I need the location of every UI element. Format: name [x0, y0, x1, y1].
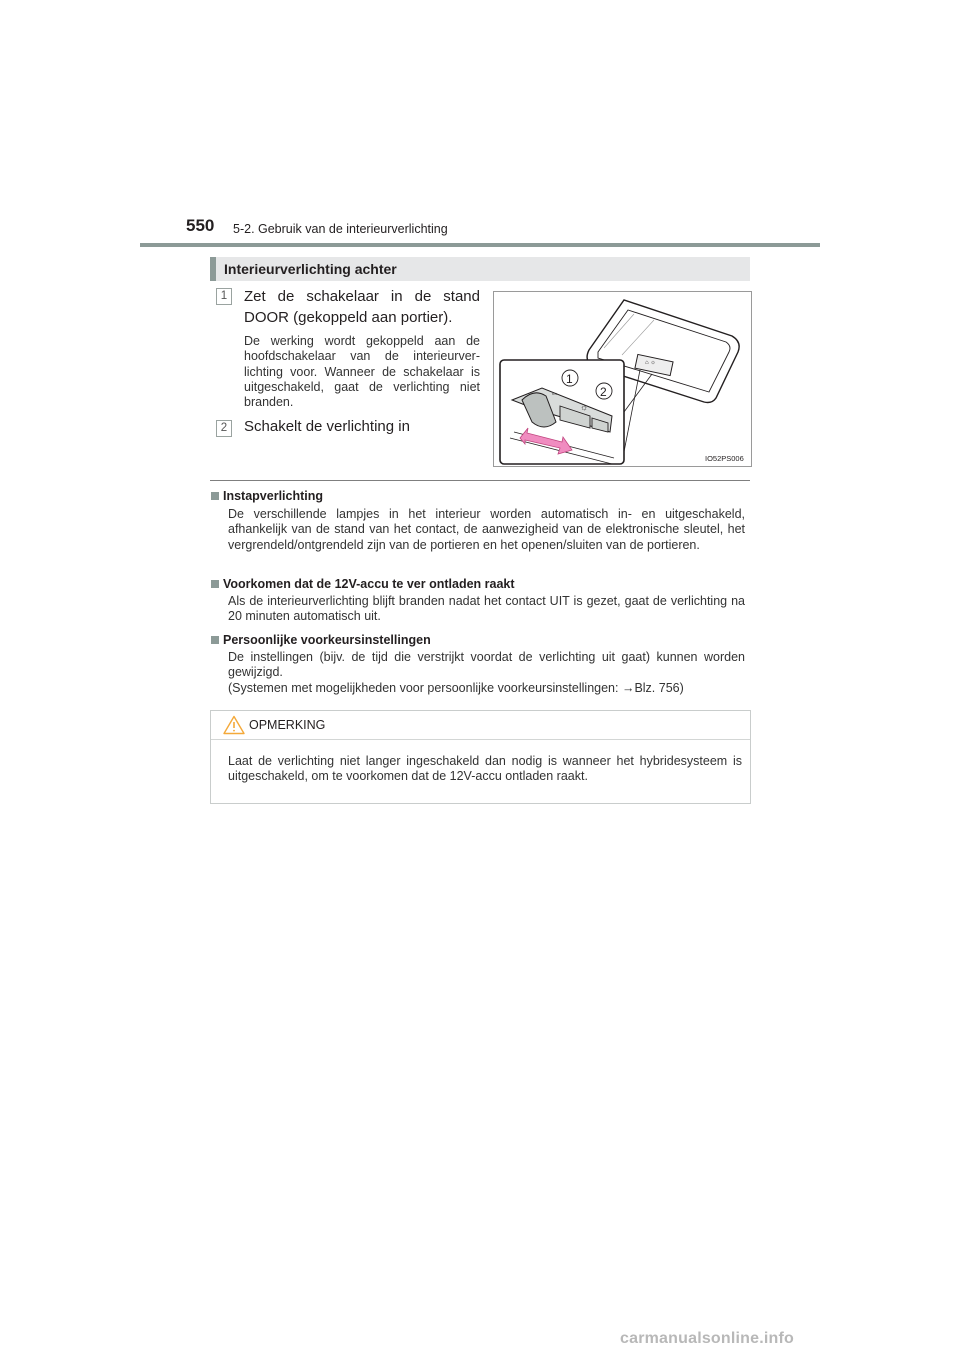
- caution-label: OPMERKING: [249, 718, 326, 732]
- page-reference-link[interactable]: (Systemen met mogelijkheden voor persoonlijke voorkeursinstellingen: →Blz. 756): [228, 680, 684, 695]
- step-1-title: Zet de schakelaar in de stand DOOR (gekoppeld aan portier).: [244, 288, 480, 326]
- section-title: Interieurverlichting achter: [224, 261, 397, 277]
- warning-triangle-icon: [223, 715, 245, 735]
- note-customization-body: [228, 650, 745, 696]
- caution-header: [211, 711, 750, 740]
- note-instapverlichting-title: Instapverlichting: [211, 489, 323, 503]
- callout-1: 1: [566, 372, 573, 386]
- step-1-number: 1: [216, 288, 232, 305]
- bullet-square-icon: [211, 636, 219, 644]
- illustration-code: IO52PS006: [705, 454, 744, 463]
- rear-interior-light-illustration: [493, 291, 752, 467]
- note-customization-title: Persoonlijke voorkeursinstellingen: [211, 633, 431, 647]
- step-2-title: Schakelt de verlichting in: [244, 418, 410, 435]
- section-bar-accent: [210, 257, 216, 281]
- svg-text:⌂ ☼: ⌂ ☼: [645, 360, 656, 366]
- step-2-number: 2: [216, 420, 232, 437]
- caution-text: Laat de verlichting niet langer ingeschakeld dan nodig is wanneer het hybridesysteem is uitgeschakeld, om te voorkomen dat de 12V-accu ontladen raakt.: [228, 754, 742, 784]
- section-reference: 5-2. Gebruik van de interieurverlichting: [233, 222, 448, 236]
- callout-2: 2: [600, 385, 607, 399]
- caution-box: [210, 710, 751, 804]
- watermark: carmanualsonline.info: [620, 1330, 795, 1347]
- note-battery-body: Als de interieurverlichting blijft branden nadat het contact UIT is gezet, gaat de verlichting na 20 minuten automatisch uit.: [228, 594, 745, 624]
- bullet-square-icon: [211, 580, 219, 588]
- step-1-description: De werking wordt gekoppeld aan de hoofdschakelaar van de interieurverlichting voor. Wanneer de schakelaar is uitgeschakeld, gaat de verlichting niet branden.: [244, 334, 480, 410]
- note-customization-text: De instellingen (bijv. de tijd die verstrijkt voordat de verlichting uit gaat) kunnen worden gewijzigd.: [228, 650, 745, 680]
- interior-light-drawing: [494, 292, 751, 466]
- header-divider: [140, 243, 820, 247]
- note-battery-title: Voorkomen dat de 12V-accu te ver ontladen raakt: [211, 577, 515, 591]
- svg-text:☼: ☼: [580, 402, 589, 412]
- svg-text:⇔: ⇔: [550, 388, 559, 398]
- page-number: 550: [186, 216, 215, 235]
- section-divider: [210, 480, 750, 481]
- bullet-square-icon: [211, 492, 219, 500]
- note-instapverlichting-body: De verschillende lampjes in het interieur worden automatisch in- en uitgeschakeld, afhankelijk van de stand van het contact, de aanwezigheid van de elektronische sleutel, het vergrendeld/ontgrendeld zijn van de portieren en het openen/sluiten van de portieren.: [228, 507, 745, 552]
- section-heading-bar: [210, 257, 750, 281]
